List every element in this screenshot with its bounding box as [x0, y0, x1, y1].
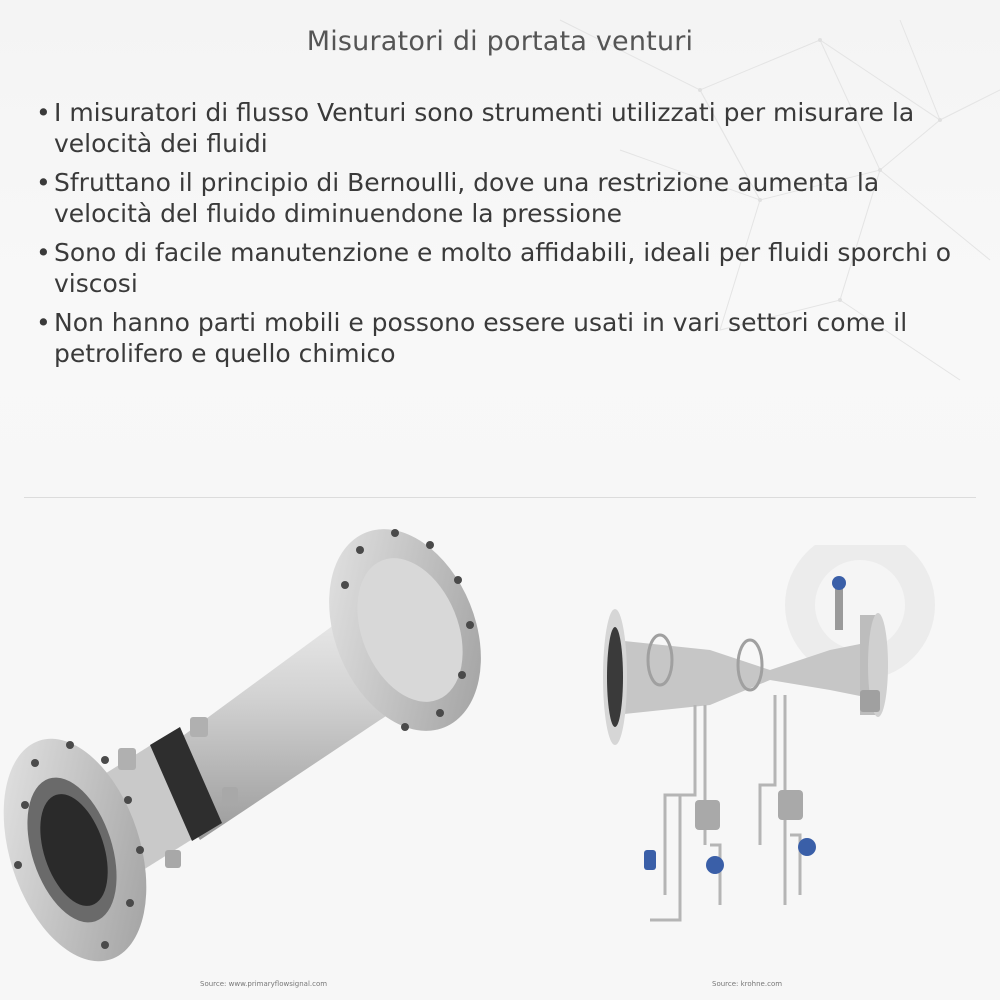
venturi-tube-image — [0, 505, 520, 980]
bullet-item: • Sono di facile manutenzione e molto affidabili, ideali per fluidi sporchi o viscosi — [30, 237, 970, 299]
bullet-item: • Sfruttano il principio di Bernoulli, dove una restrizione aumenta la velocità del fluido diminuendone la pressione — [30, 167, 970, 229]
bullet-item: • I misuratori di flusso Venturi sono strumenti utilizzati per misurare la velocità dei fluidi — [30, 97, 970, 159]
section-divider — [24, 497, 976, 498]
venturi-meter-assembly-image — [560, 545, 990, 975]
left-image-source: Source: www.primaryflowsignal.com — [200, 980, 328, 988]
bullet-list — [30, 97, 970, 377]
page-title: Misuratori di portata venturi — [306, 26, 694, 57]
right-image-source: Source: krohne.com — [712, 980, 783, 988]
bullet-item: • Non hanno parti mobili e possono essere usati in vari settori come il petrolifero e quello chimico — [30, 307, 970, 369]
